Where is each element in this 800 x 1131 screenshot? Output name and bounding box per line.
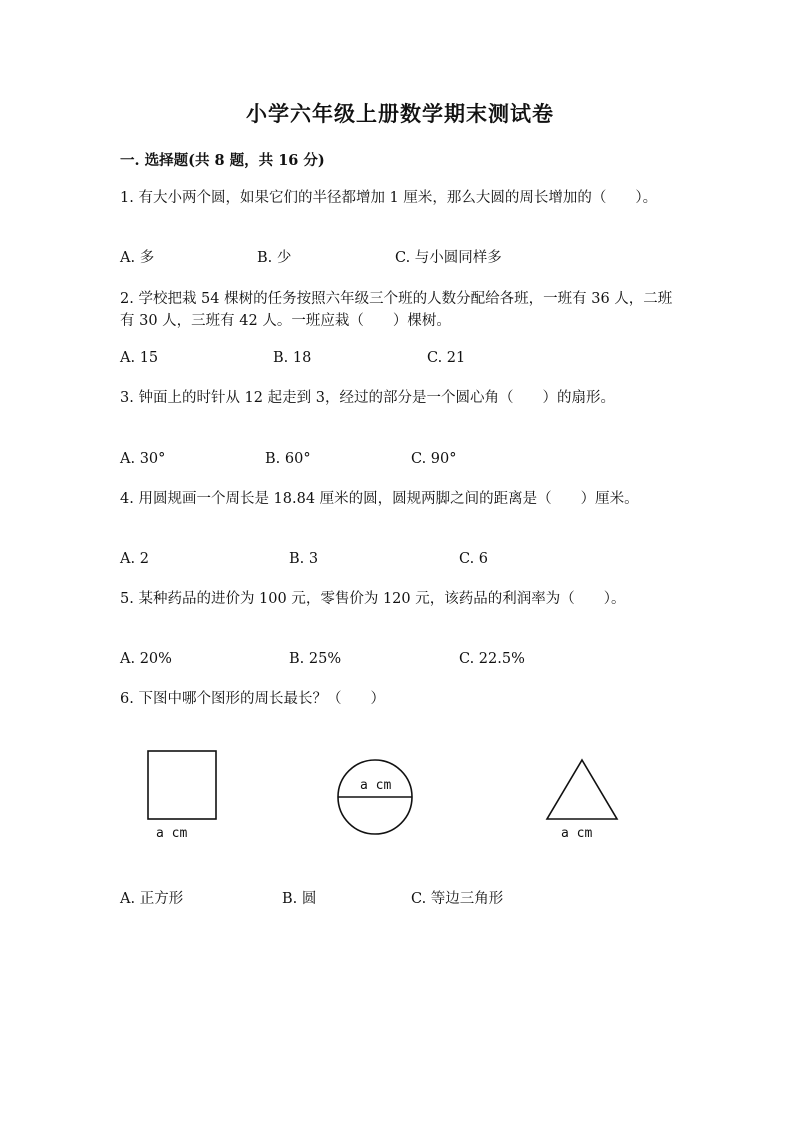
question-4-text: 4. 用圆规画一个周长是 18.84 厘米的圆，圆规两脚之间的距离是（ ）厘米。 bbox=[120, 491, 639, 507]
triangle-side-label: a cm bbox=[561, 826, 593, 841]
question-2-text: 2. 学校把栽 54 棵树的任务按照六年级三个班的人数分配给各班，一班有 36 人，二班有 30 人，三班有 42 人。一班应栽（ ）棵树。 bbox=[120, 291, 673, 329]
circle-diameter-label: a cm bbox=[360, 778, 392, 793]
question-1-option-c: C. 与小圆同样多 bbox=[395, 250, 502, 266]
question-2-option-c: C. 21 bbox=[427, 350, 466, 366]
section-heading: 一. 选择题(共 8 题，共 16 分) bbox=[120, 152, 325, 169]
question-2-option-a: A. 15 bbox=[120, 350, 159, 366]
square-side-label: a cm bbox=[156, 826, 188, 841]
question-3-option-c: C. 90° bbox=[411, 451, 457, 467]
question-2-option-b: B. 18 bbox=[273, 350, 312, 366]
square-figure bbox=[140, 748, 224, 822]
question-4-option-b: B. 3 bbox=[289, 551, 319, 567]
question-3-option-b: B. 60° bbox=[265, 451, 311, 467]
question-1-text: 1. 有大小两个圆，如果它们的半径都增加 1 厘米，那么大圆的周长增加的（ ）。 bbox=[120, 190, 658, 206]
question-4-option-c: C. 6 bbox=[459, 551, 489, 567]
circle-figure bbox=[334, 756, 416, 838]
question-1-option-b: B. 少 bbox=[257, 250, 292, 266]
question-6-option-c: C. 等边三角形 bbox=[411, 891, 504, 907]
triangle-figure bbox=[542, 756, 622, 824]
triangle-shape bbox=[547, 760, 617, 819]
question-1-option-a: A. 多 bbox=[120, 250, 155, 266]
page-title: 小学六年级上册数学期末测试卷 bbox=[246, 101, 554, 126]
question-4-option-a: A. 2 bbox=[120, 551, 149, 567]
question-3-text: 3. 钟面上的时针从 12 起走到 3，经过的部分是一个圆心角（ ）的扇形。 bbox=[120, 390, 615, 406]
question-5-text: 5. 某种药品的进价为 100 元，零售价为 120 元，该药品的利润率为（ ）。 bbox=[120, 591, 626, 607]
question-6-option-a: A. 正方形 bbox=[120, 891, 184, 907]
question-5-option-c: C. 22.5% bbox=[459, 651, 525, 667]
question-6-option-b: B. 圆 bbox=[282, 891, 317, 907]
square-shape bbox=[148, 751, 216, 819]
question-5-option-b: B. 25% bbox=[289, 651, 342, 667]
question-6-text: 6. 下图中哪个图形的周长最长？（ ） bbox=[120, 691, 385, 707]
question-3-option-a: A. 30° bbox=[120, 451, 166, 467]
question-5-option-a: A. 20% bbox=[120, 651, 172, 667]
